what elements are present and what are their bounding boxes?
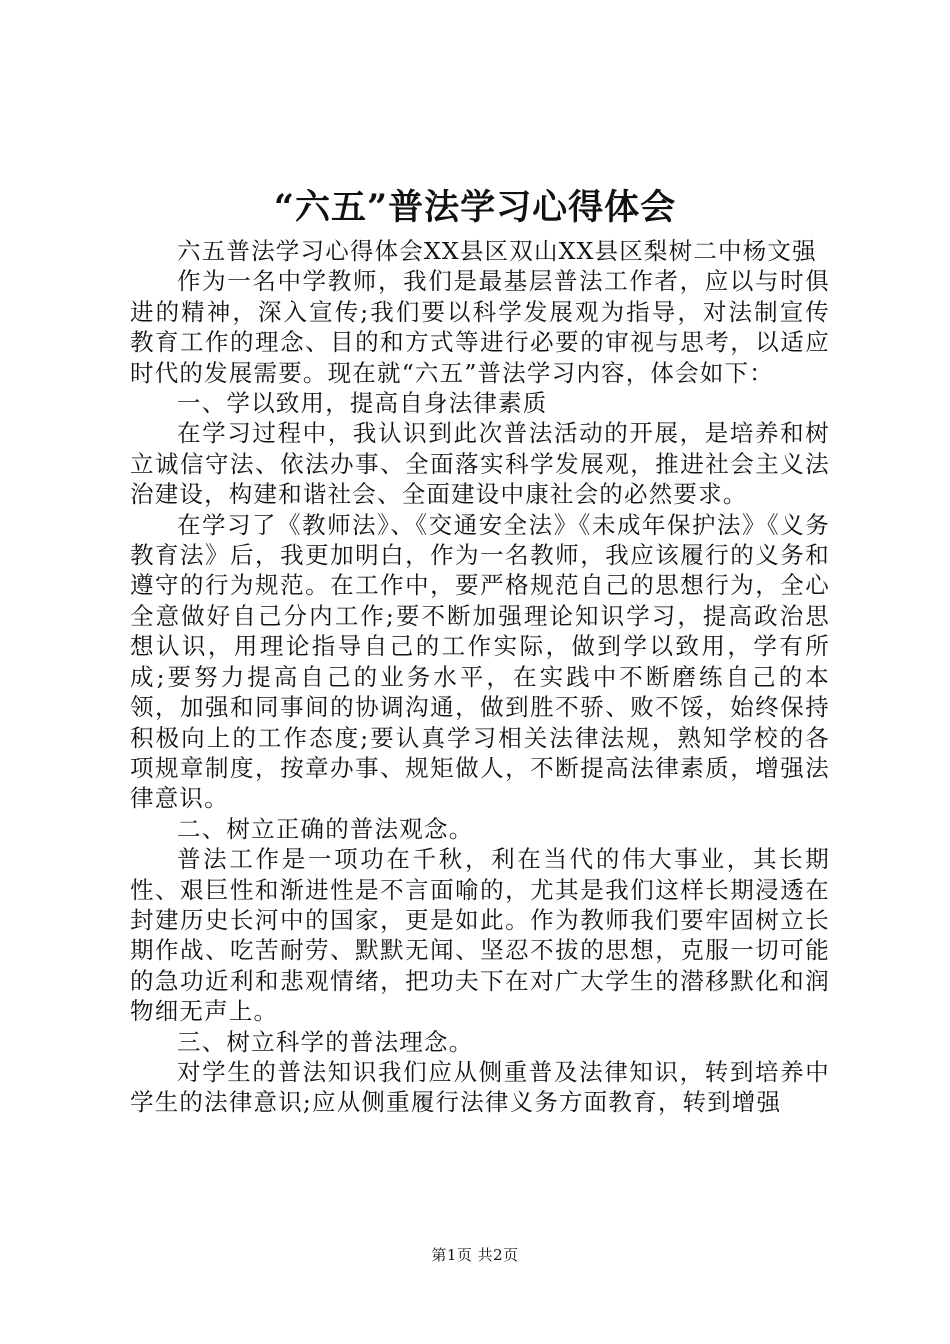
section-heading-1: 一、学以致用，提高自身法律素质 [177,389,548,418]
author-line: 六五普法学习心得体会XX县区双山XX县区梨树二中杨文强 [177,237,817,265]
section-heading-3: 三、树立科学的普法理念。 [177,1027,474,1056]
section-heading-2: 二、树立正确的普法观念。 [177,814,474,843]
body-paragraph: 普法工作是一项功在千秋，利在当代的伟大事业，其长期性、艰巨性和渐进性是不言面喻的，尤其是我们这样长期浸透在封建历史长河中的国家，更是如此。作为教师我们要牢固树立长期作战、吃苦耐劳、默默无闻、坚忍不拔的思想，克服一切可能的急功近利和悲观情绪，把功夫下在对广大学生的潜移默化和润物细无声上。 [130,845,830,1026]
body-paragraph: 在学习过程中，我认识到此次普法活动的开展，是培养和树立诚信守法、依法办事、全面落实科学发展观，推进社会主义法治建设，构建和谐社会、全面建设中康社会的必然要求。 [130,419,830,509]
body-paragraph: 在学习了《教师法》、《交通安全法》《未成年保护法》《义务教育法》后，我更加明白，作为一名教师，我应该履行的义务和遵守的行为规范。在工作中，要严格规范自己的思想行为，全心全意做好自己分内工作;要不断加强理论知识学习，提高政治思想认识，用理论指导自己的工作实际，做到学以致用，学有所成;要努力提高自己的业务水平，在实践中不断磨练自己的本领，加强和同事间的协调沟通，做到胜不骄、败不馁，始终保持积极向上的工作态度;要认真学习相关法律法规，熟知学校的各项规章制度，按章办事、规矩做人，不断提高法律素质，增强法律意识。 [130,510,830,813]
document-body [130,236,830,1118]
intro-paragraph: 作为一名中学教师，我们是最基层普法工作者，应以与时俱进的精神，深入宣传;我们要以科学发展观为指导，对法制宣传教育工作的理念、目的和方式等进行必要的审视与思考，以适应时代的发展需要。现在就“六五”普法学习内容，体会如下： [130,267,830,387]
page-footer: 第1页 共2页 [431,1246,519,1264]
document-title: “六五”普法学习心得体会 [273,187,677,228]
body-paragraph: 对学生的普法知识我们应从侧重普及法律知识，转到培养中学生的法律意识;应从侧重履行法律义务方面教育，转到增强 [130,1057,830,1117]
